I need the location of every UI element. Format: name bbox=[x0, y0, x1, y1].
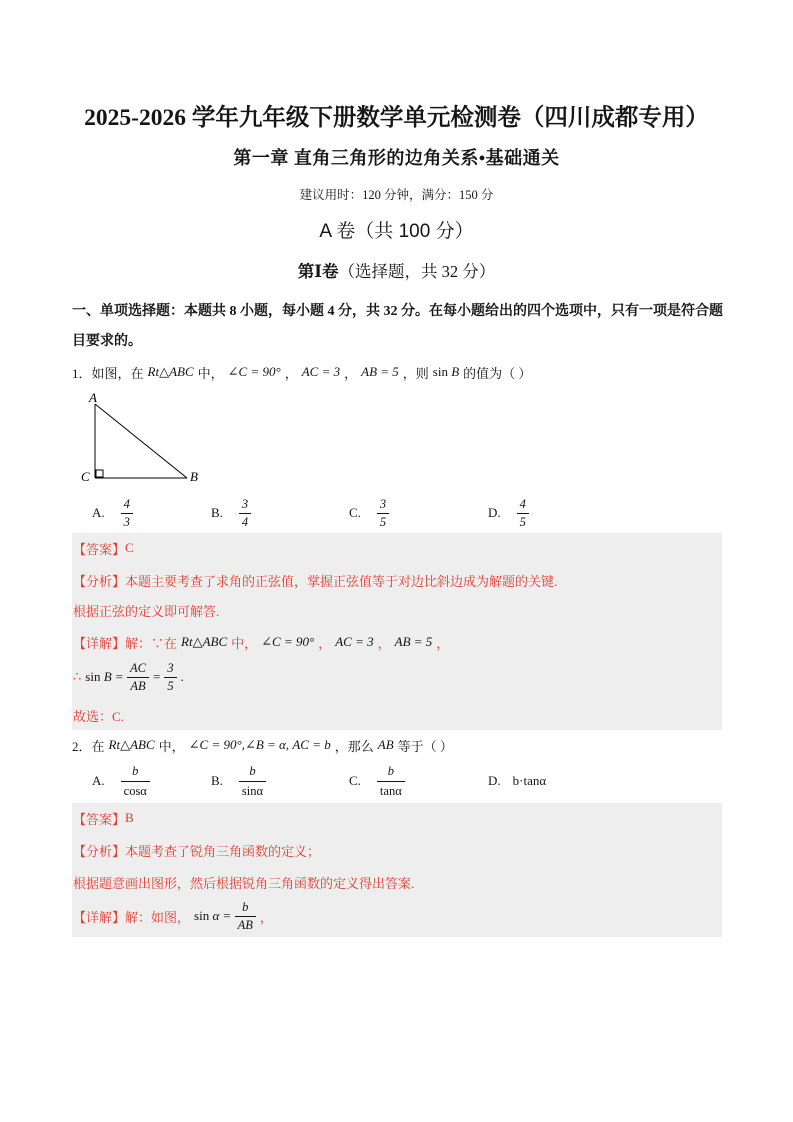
fraction bbox=[377, 496, 389, 531]
fraction-numerator: 3 bbox=[164, 660, 176, 678]
analysis-continuation: 根据正弦的定义即可解答. bbox=[73, 603, 220, 619]
option-a bbox=[92, 763, 154, 798]
math-expression: Rt△ABC bbox=[108, 737, 155, 752]
analysis-text: 本题主要考查了求角的正弦值，掌握正弦值等于对边比斜边成为解题的关键. bbox=[125, 573, 558, 589]
fraction-denominator: 4 bbox=[241, 514, 249, 529]
option-label: B. bbox=[211, 773, 223, 788]
detail-text: 中， bbox=[231, 635, 258, 651]
stem-text: ，则 bbox=[402, 365, 429, 381]
function-name: sin bbox=[85, 669, 101, 684]
denominator-text: sinα bbox=[241, 783, 264, 798]
fraction-denominator: AB bbox=[237, 917, 253, 932]
detail-text: ， bbox=[259, 909, 273, 925]
fraction bbox=[121, 496, 133, 531]
vertex-label-c: C bbox=[81, 469, 90, 484]
math-expression bbox=[85, 669, 111, 685]
math-expression: AC = 3 bbox=[301, 364, 341, 379]
option-c bbox=[349, 496, 393, 529]
vertex-label-b: B bbox=[190, 469, 198, 484]
equals-sign: = bbox=[115, 669, 123, 684]
equals-sign: = bbox=[152, 669, 161, 684]
fraction-denominator: 3 bbox=[123, 514, 130, 529]
math-expression: AB = 5 bbox=[361, 364, 399, 379]
part-title: A 卷（共 100 分） bbox=[319, 221, 474, 242]
volume-label: 第Ⅰ卷 bbox=[297, 262, 339, 281]
side-ab bbox=[95, 404, 187, 478]
fraction bbox=[239, 496, 251, 531]
question-2-solution bbox=[72, 803, 722, 937]
stem-text: 中， bbox=[197, 365, 224, 381]
denominator-text: tanα bbox=[379, 783, 402, 798]
analysis-continuation: 根据题意画出图形，然后根据锐角三角函数的定义得出答案. bbox=[73, 875, 415, 891]
math-expression: ∠C = 90° bbox=[261, 634, 315, 649]
volume-description: （选择题，共 32 分） bbox=[338, 262, 496, 281]
fraction-denominator: 5 bbox=[167, 678, 174, 693]
math-expression: AB bbox=[377, 737, 394, 752]
denominator-text: cosα bbox=[123, 783, 147, 798]
conclusion-line: 故选：C. bbox=[73, 708, 124, 724]
question-1-solution bbox=[72, 533, 722, 730]
section-heading-line-2: 目要求的。 bbox=[72, 334, 142, 349]
stem-text: ， bbox=[344, 365, 358, 381]
therefore-symbol: ∴ bbox=[73, 669, 82, 684]
detail-line bbox=[73, 632, 449, 652]
fraction bbox=[377, 762, 405, 801]
stem-text: 的值为（ ） bbox=[463, 365, 532, 381]
detail-text: ， bbox=[436, 635, 450, 651]
option-expression: b·tanα bbox=[512, 773, 547, 788]
option-d bbox=[488, 771, 550, 791]
fraction-numerator: b bbox=[121, 762, 150, 782]
option-label: D. bbox=[488, 773, 501, 788]
option-label: A. bbox=[92, 773, 105, 788]
right-angle-mark bbox=[96, 470, 103, 477]
vertex-label-a: A bbox=[89, 390, 97, 405]
math-variable: B bbox=[451, 364, 460, 379]
fraction-denominator: 5 bbox=[519, 514, 526, 529]
function-name: sin bbox=[432, 364, 448, 379]
analysis-tag: 【分析】 bbox=[73, 573, 126, 589]
stem-text: ，那么 bbox=[334, 738, 374, 754]
math-expression bbox=[433, 364, 459, 380]
right-triangle-figure bbox=[75, 388, 205, 485]
detail-tag: 【详解】 bbox=[73, 909, 126, 925]
function-name: sin bbox=[194, 908, 210, 923]
math-expression: Rt△ABC bbox=[147, 364, 194, 379]
math-variable: B bbox=[103, 669, 112, 684]
detail-text: ， bbox=[377, 635, 391, 651]
fraction-numerator: 3 bbox=[377, 496, 389, 514]
equals-sign: = bbox=[223, 908, 231, 923]
period: . bbox=[180, 669, 184, 684]
math-expression bbox=[194, 908, 219, 924]
equation-line bbox=[73, 660, 184, 693]
math-variable: α bbox=[212, 908, 220, 923]
option-label: C. bbox=[349, 773, 361, 788]
analysis-line bbox=[73, 840, 320, 860]
fraction-denominator: AB bbox=[130, 678, 146, 693]
section-heading-line-1: 一、单项选择题：本题共 8 小题，每小题 4 分，共 32 分。在每小题给出的四个选项中，只有一项是符合题 bbox=[72, 304, 723, 319]
fraction-denominator: 5 bbox=[379, 514, 387, 529]
math-expression: ∠C = 90° bbox=[227, 364, 281, 379]
analysis-text: 本题考查了锐角三角函数的定义； bbox=[125, 843, 321, 859]
volume-title bbox=[0, 261, 793, 283]
option-d bbox=[488, 496, 533, 529]
fraction bbox=[164, 660, 176, 695]
fraction bbox=[121, 762, 150, 801]
fraction-denominator bbox=[121, 782, 150, 801]
option-c bbox=[349, 763, 409, 798]
option-label: D. bbox=[488, 505, 501, 520]
stem-text: 中， bbox=[158, 738, 185, 754]
answer-value: C bbox=[125, 540, 134, 555]
fraction-numerator: b bbox=[239, 762, 266, 782]
option-b bbox=[211, 763, 270, 798]
detail-line bbox=[73, 899, 273, 932]
question-number: 1． bbox=[72, 365, 92, 381]
stem-text: 如图，在 bbox=[91, 365, 144, 381]
option-label: C. bbox=[349, 505, 361, 520]
time-info: 建议用时：120 分钟，满分：150 分 bbox=[299, 188, 494, 202]
fraction-numerator: AC bbox=[127, 660, 149, 678]
fraction bbox=[239, 762, 266, 801]
fraction-numerator: b bbox=[377, 762, 405, 782]
exam-title: 2025-2026 学年九年级下册数学单元检测卷（四川成都专用） bbox=[84, 105, 709, 131]
analysis-tag: 【分析】 bbox=[73, 843, 126, 859]
stem-text: 等于（ ） bbox=[397, 738, 453, 754]
answer-line bbox=[73, 808, 134, 828]
option-b bbox=[211, 496, 255, 529]
stem-text: ， bbox=[284, 365, 298, 381]
math-expression: AB = 5 bbox=[394, 634, 433, 649]
fraction bbox=[127, 660, 149, 695]
detail-text: 解：∵在 bbox=[125, 635, 178, 651]
math-expression: Rt△ABC bbox=[181, 634, 228, 649]
detail-tag: 【详解】 bbox=[73, 635, 126, 651]
fraction bbox=[235, 899, 256, 934]
math-expression: ∠C = 90°,∠B = α, AC = b bbox=[188, 737, 331, 752]
answer-tag: 【答案】 bbox=[73, 811, 126, 827]
analysis-line bbox=[73, 570, 557, 590]
detail-text: 解：如图， bbox=[125, 909, 191, 925]
question-1-stem bbox=[72, 362, 531, 382]
option-label: A. bbox=[92, 505, 105, 520]
answer-line bbox=[73, 538, 134, 558]
chapter-title: 第一章 直角三角形的边角关系•基础通关 bbox=[233, 148, 560, 168]
question-2-stem bbox=[72, 735, 453, 755]
fraction bbox=[517, 496, 529, 531]
option-a bbox=[92, 496, 137, 529]
stem-text: 在 bbox=[91, 738, 105, 754]
fraction-numerator: b bbox=[235, 899, 256, 917]
question-number: 2． bbox=[72, 738, 92, 754]
fraction-denominator bbox=[377, 782, 405, 801]
fraction-numerator: 4 bbox=[121, 496, 133, 514]
answer-tag: 【答案】 bbox=[73, 541, 126, 557]
fraction-denominator bbox=[239, 782, 266, 801]
option-label: B. bbox=[211, 505, 223, 520]
fraction-numerator: 4 bbox=[517, 496, 529, 514]
fraction-numerator: 3 bbox=[239, 496, 251, 514]
math-expression: AC = 3 bbox=[335, 634, 374, 649]
answer-value: B bbox=[125, 810, 134, 825]
detail-text: ， bbox=[318, 635, 332, 651]
